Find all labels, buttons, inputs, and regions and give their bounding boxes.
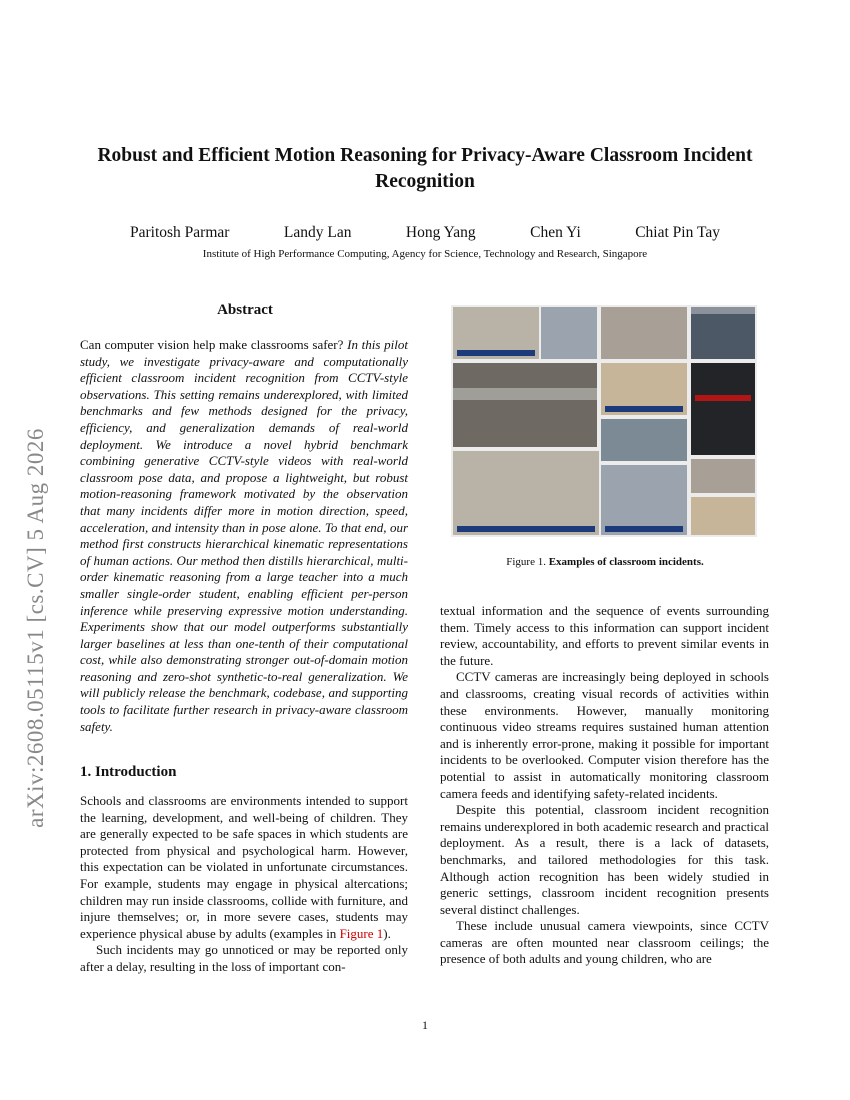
abstract-first-sentence: Can computer vision help make classrooms safer? bbox=[80, 337, 344, 352]
author-name: Chen Yi bbox=[530, 224, 581, 241]
incident-image bbox=[601, 307, 687, 359]
arxiv-sidebar bbox=[16, 400, 56, 870]
figure-1-link[interactable]: Figure 1 bbox=[339, 925, 384, 941]
paragraph-text: Schools and classrooms are environments intended to support the learning, development, and well-being of children. They are generally expected to be safe spaces in which students are protected from physical and psychological harm. However, this expectation can be violated in unfortunate circumstances. For example, students may engage in physical altercations; children may run inside classrooms, collide with furniture, and injure themselves; or, in more severe cases, students may experience physical abuse by adults (examples in bbox=[80, 793, 408, 941]
paragraph-text: ). bbox=[383, 925, 391, 941]
incident-image bbox=[691, 363, 755, 455]
paragraph: CCTV cameras are increasingly being deployed in schools and classrooms, creating visual records of activities within these environments. However, manually monitoring continuous video streams requires sustained human attention and is inherently error-prone, making it possible for important incidents to be overlooked. Computer vision therefore has the potential to assist in automatically monitoring classroom camera feeds and identifying safety-related incidents. bbox=[440, 669, 769, 801]
author-name: Landy Lan bbox=[283, 224, 352, 241]
introduction-text bbox=[80, 793, 408, 976]
paragraph bbox=[80, 793, 408, 942]
abstract-text bbox=[80, 337, 408, 735]
figure-1-collage bbox=[451, 305, 757, 537]
incident-image bbox=[453, 451, 599, 535]
author-name: Chiat Pin Tay bbox=[635, 224, 720, 241]
abstract-body: In this pilot study, we investigate privacy-aware and computationally efficient classroom incident recognition from CCTV-style observations. This setting remains underexplored, with limited benchmarks and few methods designed for the privacy, efficiency, and generalization demands of real-world deployment. We introduce a novel hybrid benchmark combining generative CCTV-style videos with real-world classroom pose data, and propose a lightweight, but robust motion-reasoning framework motivated by the observation that many incidents differ more in motion direction, speed, acceleration, and intensity than in pose alone. To that end, our method first constructs hierarchical kinematic representations of human actions. Our method then distills hierarchical, multi-order kinematic reasoning from a large teacher into a much smaller single-order student, enabling efficient per-person inference while preserving expressive motion understanding. Experiments show that our model outperforms substantially larger baselines at less than one-tenth of their computational cost, while also demonstrating stronger out-of-domain motion reasoning and zero-shot synthetic-to-real generalization. We will publicly release the benchmark, codebase, and supporting tools to facilitate further research in privacy-aware classroom safety. bbox=[80, 337, 408, 734]
arxiv-identifier: arXiv:2608.05115v1 [cs.CV] 5 Aug 2026 bbox=[23, 428, 48, 828]
incident-image bbox=[601, 419, 687, 461]
right-column-text bbox=[440, 603, 769, 968]
page-number: 1 bbox=[422, 1018, 428, 1032]
incident-image bbox=[541, 307, 597, 359]
incident-image bbox=[691, 459, 755, 493]
incident-image bbox=[601, 363, 687, 415]
caption-text: Examples of classroom incidents. bbox=[548, 556, 704, 568]
incident-image bbox=[601, 465, 687, 535]
incident-image bbox=[691, 307, 755, 359]
incident-image bbox=[691, 497, 755, 535]
caption-label: Figure 1. bbox=[506, 556, 549, 568]
paragraph: Despite this potential, classroom incident recognition remains underexplored in both academic research and practical deployment. As a result, there is a lack of datasets, benchmarks, and tailored methodologies for this task. Although action recognition has been widely studied in generic settings, classroom incident recognition presents several distinct challenges. bbox=[440, 802, 769, 917]
section-heading-introduction: 1. Introduction bbox=[80, 764, 177, 780]
paragraph: These include unusual camera viewpoints, since CCTV cameras are often mounted near classroom ceilings; the presence of both adults and young children, who are bbox=[440, 918, 769, 967]
author-name: Hong Yang bbox=[405, 224, 476, 241]
author-list bbox=[100, 224, 750, 242]
incident-image bbox=[453, 363, 597, 447]
abstract-heading: Abstract bbox=[217, 302, 273, 318]
paragraph: Such incidents may go unnoticed or may be reported only after a delay, resulting in the loss of important con- bbox=[80, 942, 408, 974]
paragraph: textual information and the sequence of events surrounding them. Timely access to this information can support incident review, accountability, and efforts to prevent similar events in the future. bbox=[440, 603, 769, 668]
author-name: Paritosh Parmar bbox=[130, 224, 230, 241]
paper-title: Robust and Efficient Motion Reasoning for Privacy-Aware Classroom Incident Recognition bbox=[97, 145, 753, 192]
affiliation: Institute of High Performance Computing, Agency for Science, Technology and Research, Singapore bbox=[202, 248, 648, 260]
incident-image bbox=[453, 307, 539, 359]
figure-caption bbox=[450, 556, 760, 568]
